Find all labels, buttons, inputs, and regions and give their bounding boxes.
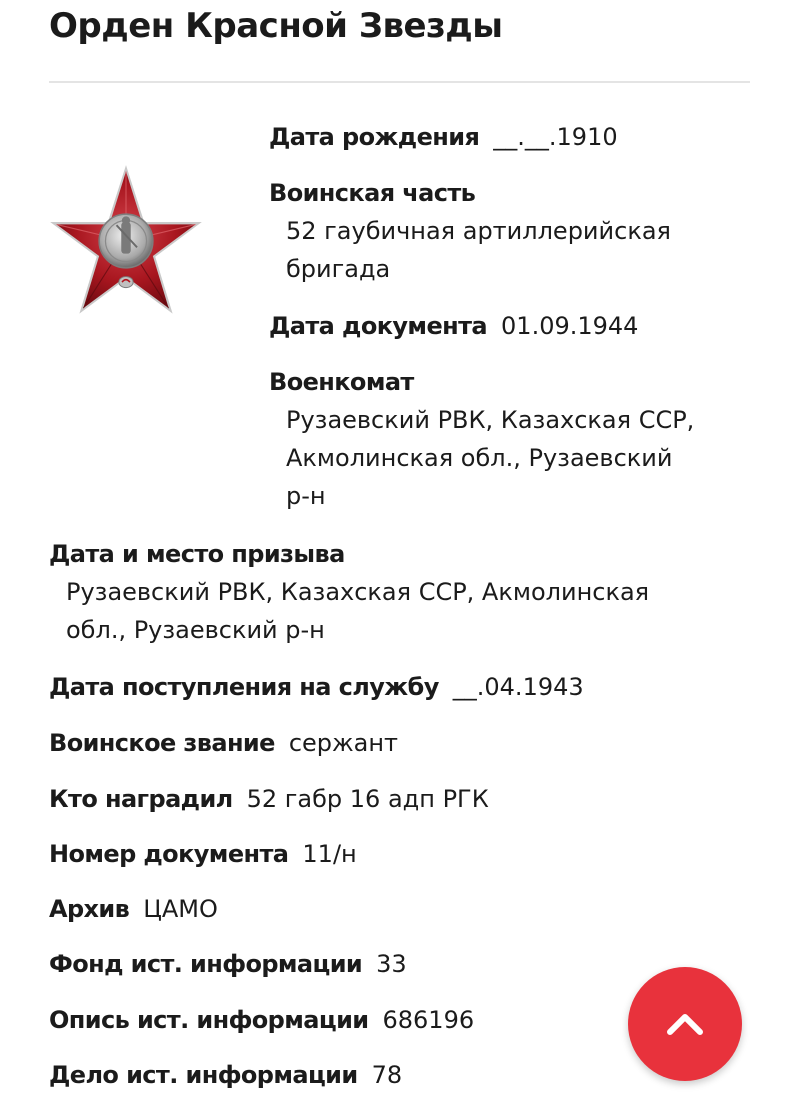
field-value-line: р-н (286, 482, 326, 510)
field-label: Дата документа (269, 312, 488, 340)
field-enlistment-office (269, 363, 694, 515)
field-conscription (49, 535, 649, 649)
field-awarded-by (49, 780, 489, 818)
field-value: 686196 (382, 1006, 475, 1034)
field-value-line: Рузаевский РВК, Казахская ССР, Акмолинская (66, 578, 650, 606)
field-value-line: бригада (286, 255, 391, 283)
field-service-start (49, 668, 584, 706)
field-label: Архив (49, 895, 130, 923)
order-red-star-icon (47, 162, 205, 320)
field-label: Воинское звание (49, 729, 275, 757)
field-label: Дело ист. информации (49, 1061, 358, 1089)
chevron-up-icon (660, 999, 710, 1049)
field-value: 01.09.1944 (501, 312, 639, 340)
field-label: Военкомат (269, 368, 414, 396)
field-label: Опись ист. информации (49, 1006, 369, 1034)
field-document-number (49, 835, 357, 873)
field-delo (49, 1056, 402, 1094)
title-divider (49, 81, 750, 83)
field-opis (49, 1001, 474, 1039)
field-value: 33 (376, 950, 407, 978)
field-value: 78 (371, 1061, 403, 1089)
field-value: сержант (288, 729, 399, 757)
field-label: Кто наградил (49, 785, 233, 813)
field-value: 52 габр 16 адп РГК (246, 785, 489, 813)
field-value-line: 52 гаубичная артиллерийская (286, 217, 671, 245)
field-fond (49, 945, 407, 983)
field-rank (49, 724, 398, 762)
field-label: Дата и место призыва (49, 540, 345, 568)
field-value: 11/н (302, 840, 357, 868)
field-military-unit (269, 174, 671, 288)
field-value: __.__.1910 (493, 123, 618, 151)
field-archive (49, 890, 218, 928)
field-document-date (269, 307, 638, 345)
field-label: Дата поступления на службу (49, 673, 439, 701)
scroll-to-top-button[interactable] (628, 967, 742, 1081)
page-title: Орден Красной Звезды (49, 6, 503, 46)
field-birth-date (269, 118, 618, 156)
field-value-line: обл., Рузаевский р-н (66, 616, 325, 644)
field-value: __.04.1943 (452, 673, 584, 701)
field-label: Фонд ист. информации (49, 950, 363, 978)
field-value-line: Рузаевский РВК, Казахская ССР, (286, 406, 695, 434)
field-label: Воинская часть (269, 179, 476, 207)
field-label: Номер документа (49, 840, 289, 868)
field-value-line: Акмолинская обл., Рузаевский (286, 444, 673, 472)
field-value: ЦАМО (143, 895, 218, 923)
field-label: Дата рождения (269, 123, 480, 151)
